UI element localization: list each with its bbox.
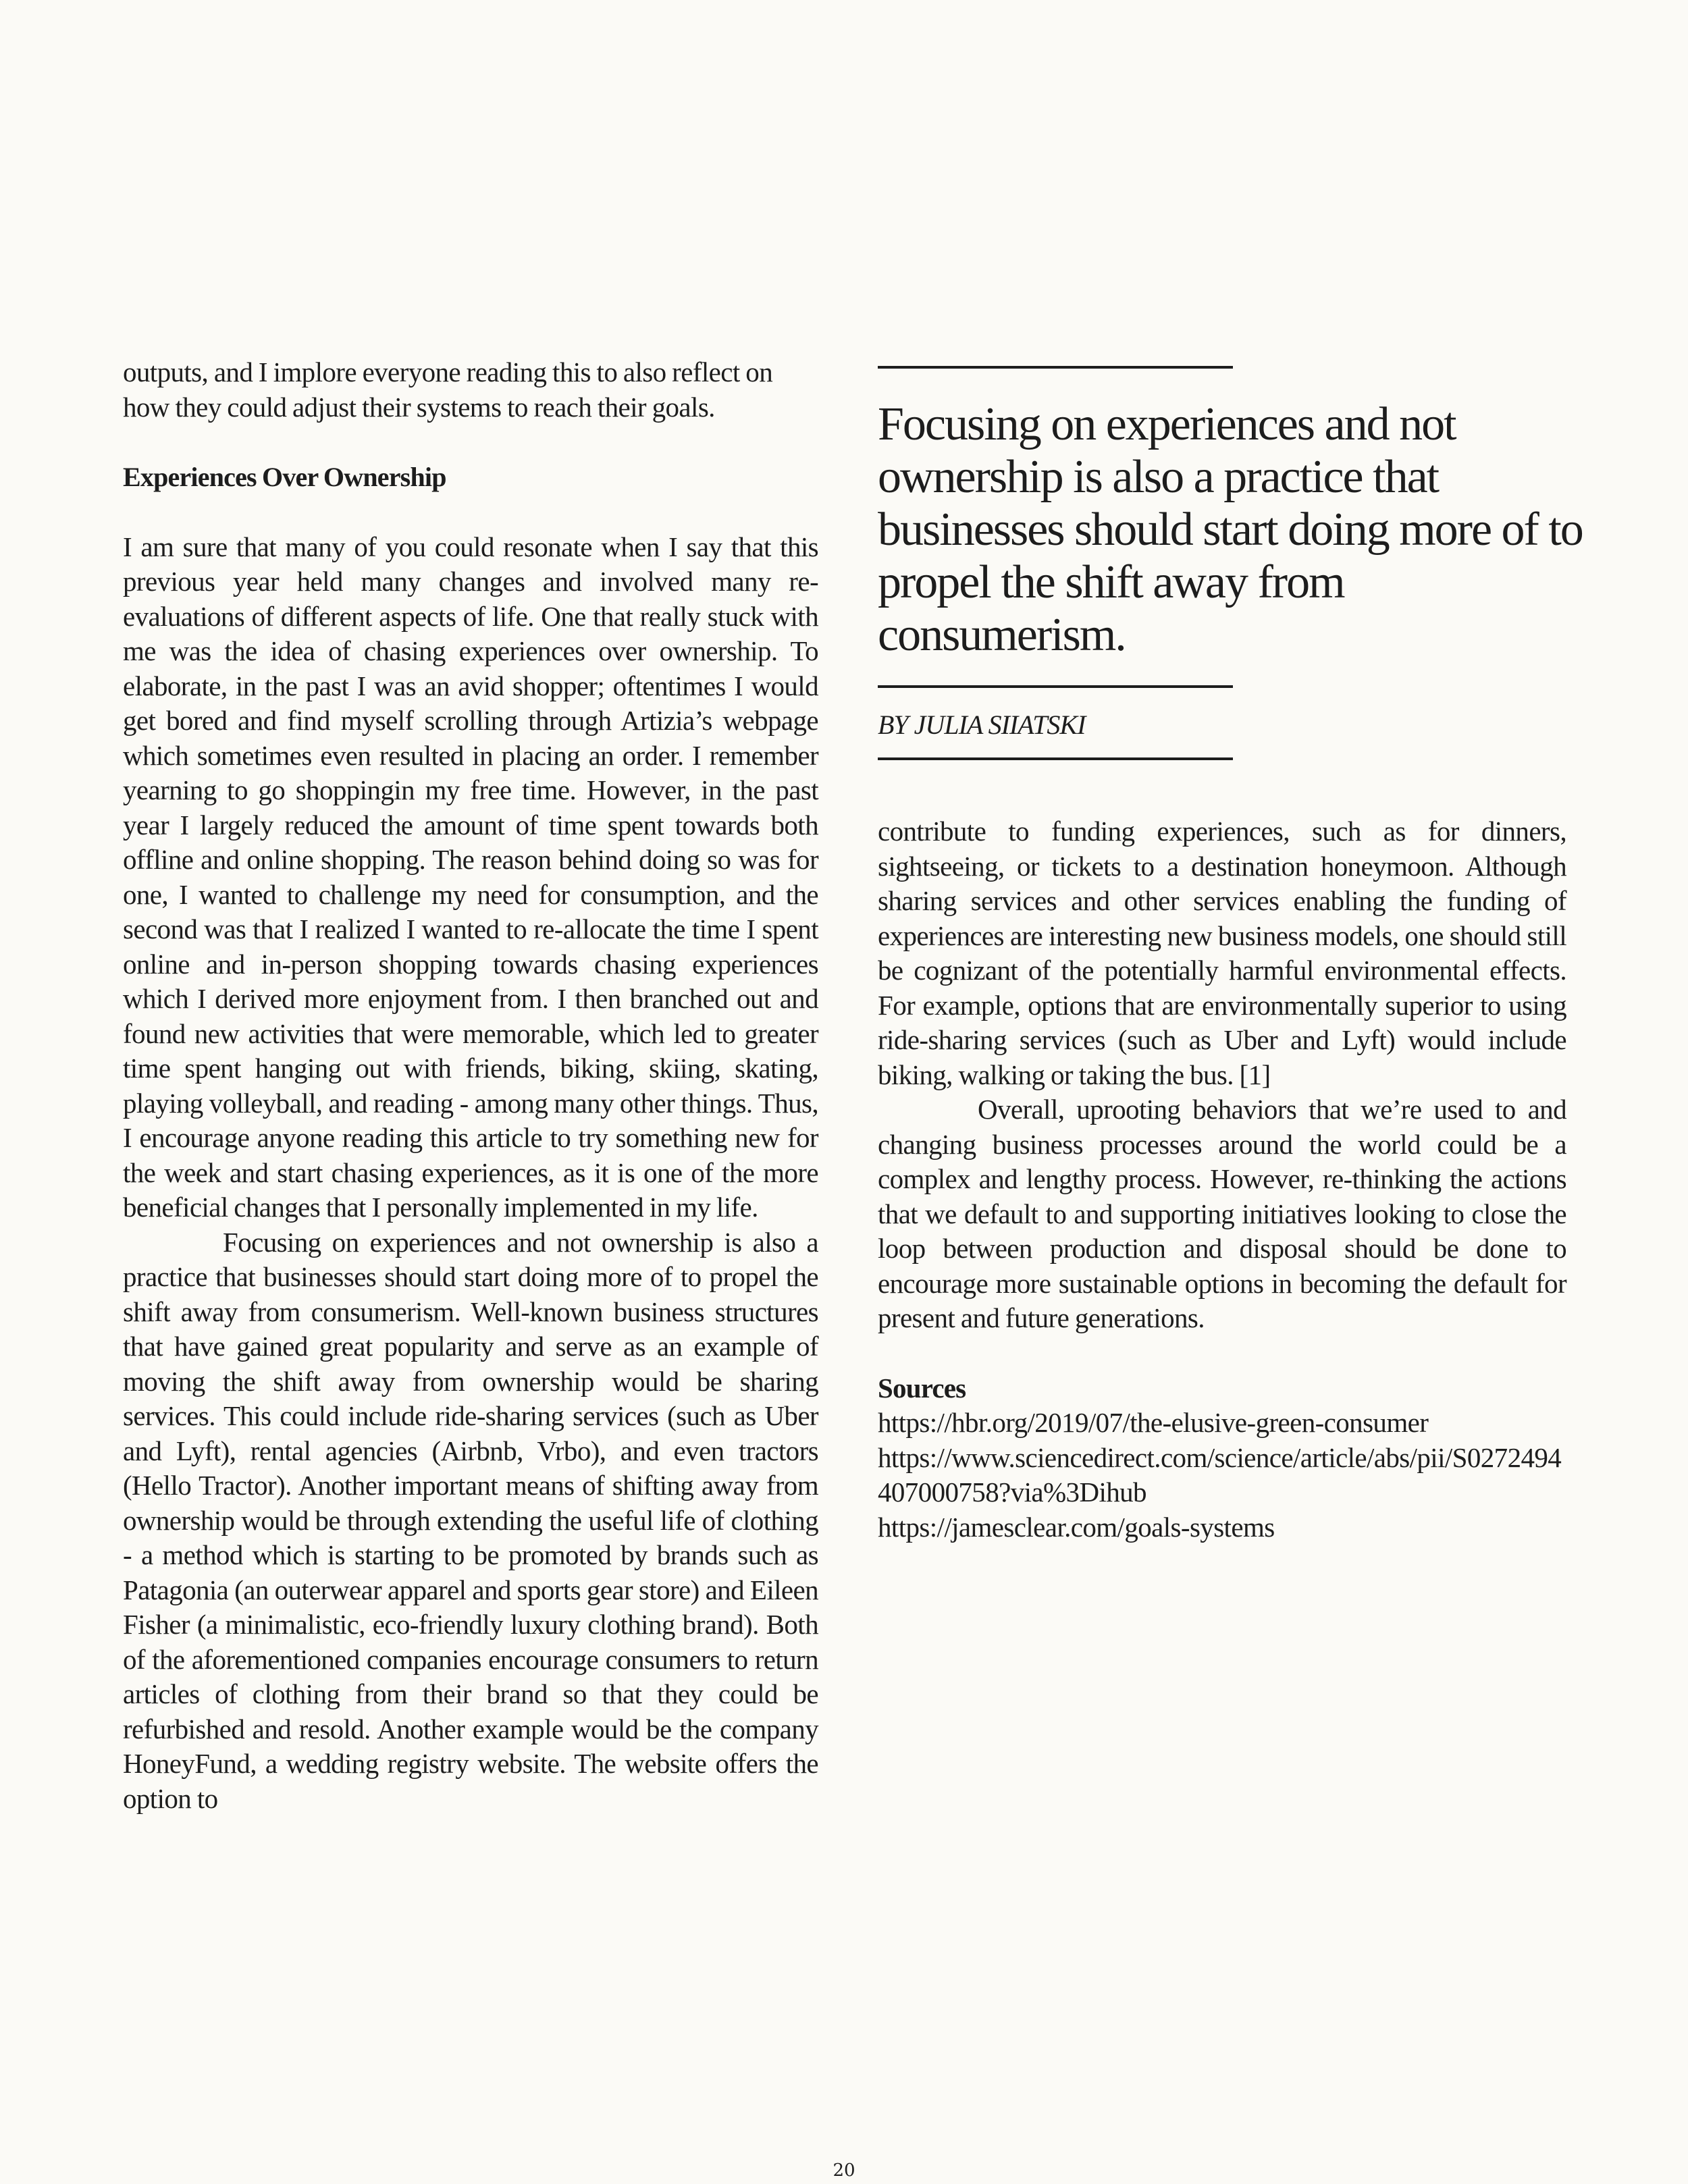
lead-paragraph: outputs, and I implore everyone reading this to also reflect on how they could adjust their systems to reach their goals.	[123, 356, 773, 423]
body-paragraph-2: Focusing on experiences and not ownership is also a practice that businesses should start doing more of to propel the shift away from consumerism. Well-known business structures that have gained great popularity and serve as an example of moving the shift away from ownership would be sharing services. This could include ride-sharing services (such as Uber and Lyft), rental agencies (Airbnb, Vrbo), and even tractors (Hello Tractor). Another important means of shifting away from ownership would be through extending the useful life of clothing - a method which is starting to be promoted by brands such as Patagonia (an outerwear apparel and sports gear store) and Eileen Fisher (a minimalistic, eco-friendly luxury clothing brand). Both of the aforementioned companies encourage consumers to return articles of clothing from their brand so that they could be refurbished and resold. Another example would be the company HoneyFund, a wedding registry website. The website offers the option to	[123, 1226, 818, 1814]
pull-quote-top-rule	[878, 366, 1233, 369]
byline-rule	[878, 757, 1233, 760]
left-column	[123, 355, 818, 1816]
author-byline: BY JULIA SIIATSKI	[878, 710, 1086, 740]
body-paragraph-3: contribute to funding experiences, such as for dinners, sightseeing, or tickets to a destination honeymoon. Although sharing services and other services enabling the funding of experiences are interesting new business models, one should still be cognizant of the potentially harmful environmental effects. For example, options that are environmentally superior to using ride-sharing services (such as Uber and Lyft) would include biking, walking or taking the bus. [1]	[878, 816, 1566, 1090]
sources-heading: Sources	[878, 1372, 966, 1404]
right-column	[878, 814, 1566, 1545]
body-paragraph-1: I am sure that many of you could resonate when I say that this previous year held many changes and involved many re-evaluations of different aspects of life. One that really stuck with me was the idea of chasing experiences over ownership. To elaborate, in the past I was an avid shopper; oftentimes I would get bored and find myself scrolling through Artizia’s webpage which sometimes even resulted in placing an order. I remember yearning to go shoppingin my free time. However, in the past year I largely reduced the amount of time spent towards both offline and online shopping. The reason behind doing so was for one, I wanted to challenge my need for consumption, and the second was that I realized I wanted to re-allocate the time I spent online and in-person shopping towards chasing experiences which I derived more enjoyment from. I then branched out and found new activities that were memorable, which led to greater time spent hanging out with friends, biking, skiing, skating, playing volleyball, and reading - among many other things. Thus, I encourage anyone reading this article to try something new for the week and start chasing experiences, as it is one of the more beneficial changes that I personally implemented in my life.	[123, 531, 818, 1223]
source-link-1[interactable]: https://hbr.org/2019/07/the-elusive-green-consumer	[878, 1407, 1429, 1438]
pull-quote-bottom-rule	[878, 685, 1233, 688]
source-link-2[interactable]: https://www.sciencedirect.com/science/article/abs/pii/S0272494407000758?via%3Dihub	[878, 1441, 1562, 1508]
source-link-3[interactable]: https://jamesclear.com/goals-systems	[878, 1511, 1275, 1543]
pull-quote: Focusing on experiences and not ownership is also a practice that businesses should start doing more of to propel the shift away from consumerism.	[878, 398, 1583, 661]
sources-section	[878, 1371, 1566, 1545]
section-heading: Experiences Over Ownership	[123, 462, 446, 492]
body-paragraph-4: Overall, uprooting behaviors that we’re used to and changing business processes around the world could be a complex and lengthy process. However, re-thinking the actions that we default to and supporting initiatives looking to close the loop between production and disposal should be done to encourage more sustainable options in becoming the default for present and future generations.	[878, 1094, 1566, 1333]
page-number: 20	[833, 2160, 855, 2181]
